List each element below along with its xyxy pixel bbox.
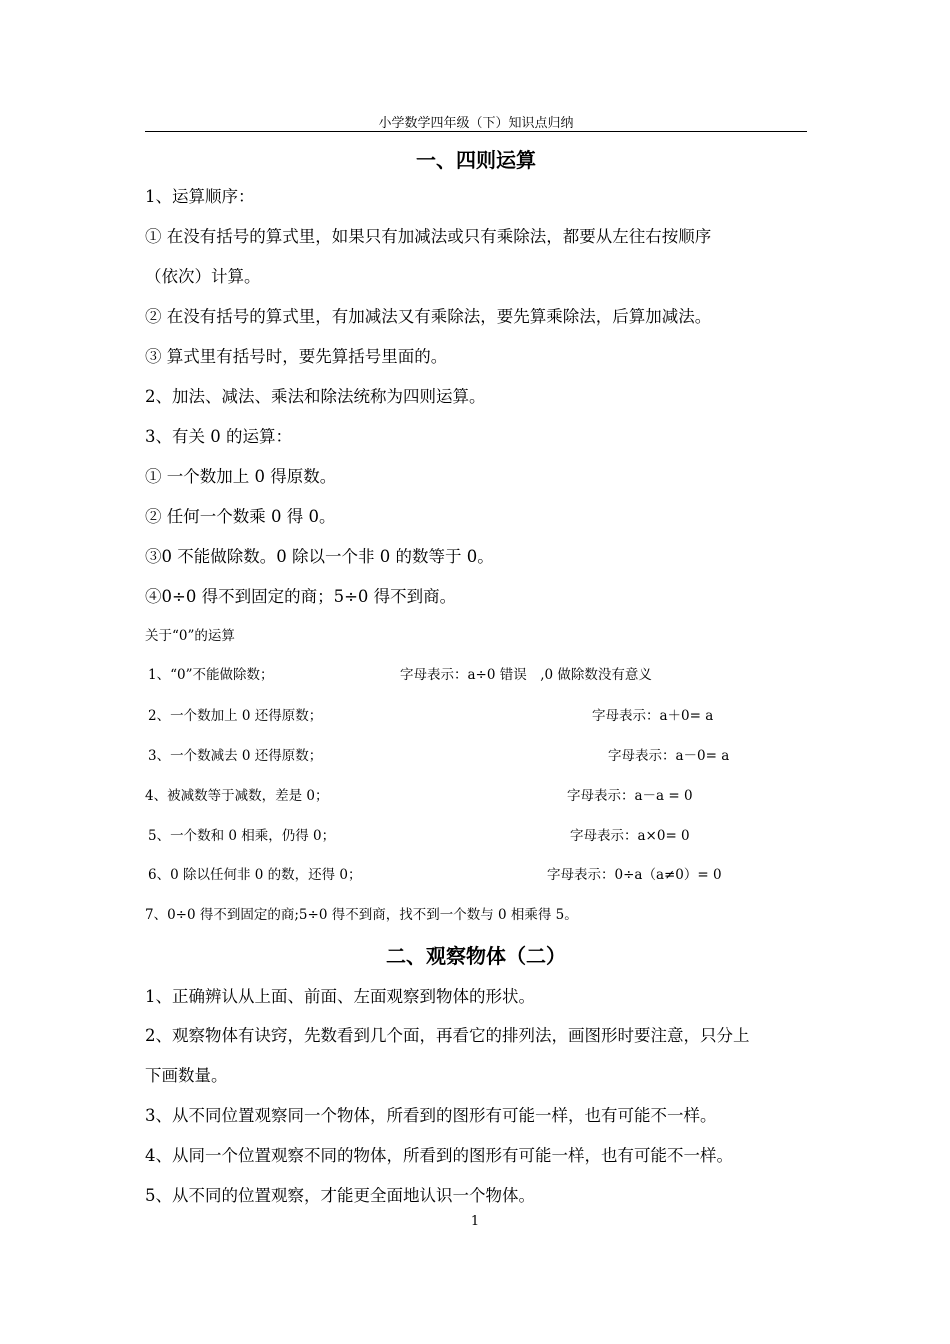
paragraph: （依次）计算。: [145, 267, 261, 286]
header-divider: [145, 131, 807, 132]
zero-rules-title: 关于“0”的运算: [145, 628, 235, 644]
zero-rule-formula: 字母表示：a＋0= a: [592, 708, 714, 724]
paragraph: 5、从不同的位置观察，才能更全面地认识一个物体。: [145, 1186, 535, 1205]
paragraph: ③0 不能做除数。0 除以一个非 0 的数等于 0。: [145, 547, 494, 566]
paragraph: ① 在没有括号的算式里，如果只有加减法或只有乘除法，都要从左往右按顺序: [145, 227, 712, 246]
page-number: 1: [470, 1214, 480, 1229]
zero-rule-formula: 字母表示：a÷0 错误 ,0 做除数没有意义: [400, 667, 652, 683]
paragraph: 1、正确辨认从上面、前面、左面观察到物体的形状。: [145, 987, 535, 1006]
zero-rule-formula: 字母表示：a×0= 0: [570, 828, 690, 844]
page-header: 小学数学四年级（下）知识点归纳: [378, 116, 574, 131]
zero-rule-text: 2、一个数加上 0 还得原数；: [148, 708, 323, 724]
paragraph: 下画数量。: [145, 1066, 228, 1085]
paragraph: 2、加法、减法、乘法和除法统称为四则运算。: [145, 387, 486, 406]
paragraph: 2、观察物体有诀窍，先数看到几个面，再看它的排列法，画图形时要注意，只分上: [145, 1026, 750, 1045]
paragraph: ③ 算式里有括号时，要先算括号里面的。: [145, 347, 448, 366]
zero-rule-text: 5、一个数和 0 相乘，仍得 0；: [148, 828, 336, 844]
zero-rule-formula: 字母表示：a－a = 0: [567, 788, 693, 804]
paragraph: ① 一个数加上 0 得原数。: [145, 467, 337, 486]
zero-rule-text: 6、0 除以任何非 0 的数，还得 0；: [148, 867, 362, 883]
zero-note: 7、0÷0 得不到固定的商;5÷0 得不到商，找不到一个数与 0 相乘得 5。: [145, 907, 578, 923]
paragraph: 1、运算顺序：: [145, 187, 255, 206]
paragraph: ② 任何一个数乘 0 得 0。: [145, 507, 336, 526]
paragraph: ④0÷0 得不到固定的商；5÷0 得不到商。: [145, 587, 457, 606]
paragraph: 3、有关 0 的运算：: [145, 427, 292, 446]
paragraph: ② 在没有括号的算式里，有加减法又有乘除法，要先算乘除法，后算加减法。: [145, 307, 712, 326]
zero-rule-formula: 字母表示：0÷a（a≠0）= 0: [547, 867, 722, 883]
section-1-title: 一、四则运算: [416, 148, 536, 172]
zero-rule-text: 4、被减数等于减数，差是 0；: [145, 788, 329, 804]
section-2-title: 二、观察物体（二）: [386, 944, 566, 968]
zero-rule-formula: 字母表示：a－0= a: [608, 748, 730, 764]
paragraph: 3、从不同位置观察同一个物体，所看到的图形有可能一样，也有可能不一样。: [145, 1106, 717, 1125]
paragraph: 4、从同一个位置观察不同的物体，所看到的图形有可能一样，也有可能不一样。: [145, 1146, 733, 1165]
zero-rule-text: 1、“0”不能做除数；: [148, 667, 274, 683]
zero-rule-text: 3、一个数减去 0 还得原数；: [148, 748, 323, 764]
